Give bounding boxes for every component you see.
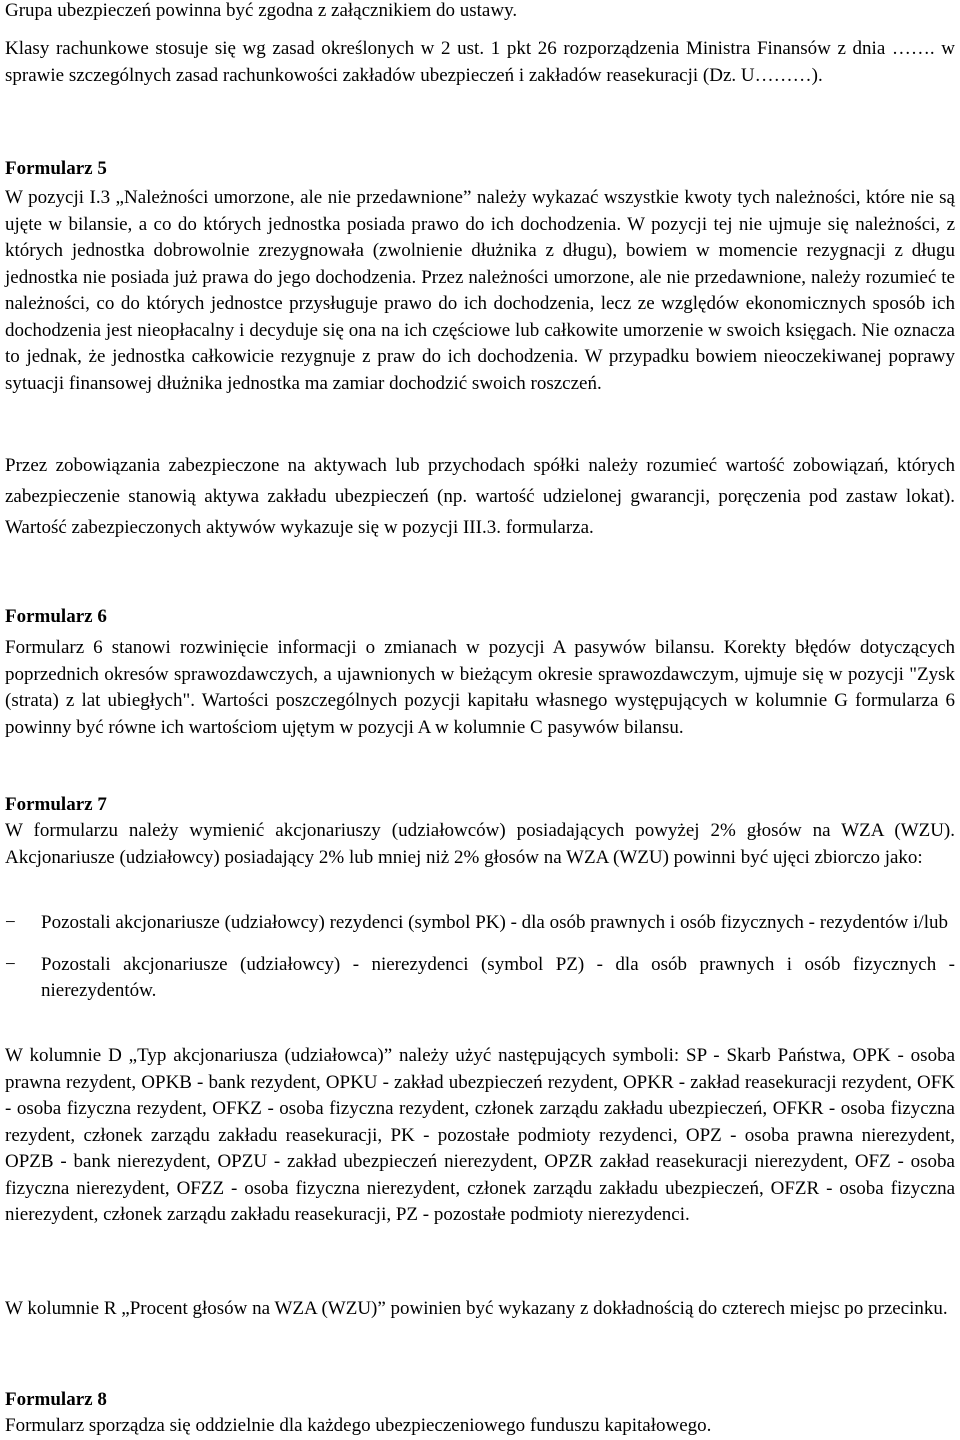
formularz-7-paragraph-2: W kolumnie D „Typ akcjonariusza (udziałowca)” należy użyć następujących symboli: SP - Skarb Państwa, OPK - osoba prawna rezydent, OPKB - bank rezydent, OPKU - zakład ubezpieczeń rezydent, OPKR - zakład reasekuracji rezydent, OFK - osoba fizyczna rezydent, OFKZ - osoba fizyczna rezydent, członek zarządu zakładu ubezpieczeń, OFKR - osoba fizyczna rezydent, członek zarządu zakładu reasekuracji, PK - pozostałe podmioty rezydenci, OPZ - osoba prawna nierezydent, OPZB - bank nierezydent, OPZU - zakład ubezpieczeń nierezydent, OPZR zakład reasekuracji nierezydent, OFZ - osoba fizyczna nierezydent, OFZZ - osoba fizyczna nierezydent, członek zarządu zakładu ubezpieczeń, OFZR - osoba fizyczna nierezydent, członek zarządu zakładu reasekuracji, PZ - pozostałe podmioty nierezydenci. xyxy=(5,1045,955,1225)
formularz-6-heading: Formularz 6 xyxy=(5,606,107,627)
formularz-8-heading: Formularz 8 xyxy=(5,1389,107,1410)
list-item xyxy=(5,910,955,937)
formularz-5-paragraph-2: Przez zobowiązania zabezpieczone na aktywach lub przychodach spółki należy rozumieć wartość zobowiązań, których zabezpieczenie stanowią aktywa zakładu ubezpieczeń (np. wartość udzielonej gwarancji, poręczenia pod zastaw lokat). Wartość zabezpieczonych aktywów wykazuje się w pozycji III.3. formularza. xyxy=(5,455,955,538)
formularz-8-paragraph: Formularz sporządza się oddzielnie dla każdego ubezpieczeniowego funduszu kapitałowego. xyxy=(5,1415,712,1436)
shareholder-group-list xyxy=(5,910,955,1005)
list-item-text: Pozostali akcjonariusze (udziałowcy) rezydenci (symbol PK) - dla osób prawnych i osób fizycznych - rezydentów i/lub xyxy=(41,912,948,933)
dash-bullet: − xyxy=(5,953,16,975)
intro-line-1: Grupa ubezpieczeń powinna być zgodna z załącznikiem do ustawy. xyxy=(5,0,518,21)
list-item-text: Pozostali akcjonariusze (udziałowcy) - nierezydenci (symbol PZ) - dla osób prawnych i osób fizycznych - nierezydentów. xyxy=(41,953,955,1001)
formularz-7-paragraph-3: W kolumnie R „Procent głosów na WZA (WZU)” powinien być wykazany z dokładnością do czterech miejsc po przecinku. xyxy=(5,1298,948,1319)
formularz-5-paragraph-1: W pozycji I.3 „Należności umorzone, ale nie przedawnione” należy wykazać wszystkie kwoty tych należności, które nie są ujęte w bilansie, a co do których jednostka posiada prawo do ich dochodzenia. W pozycji tej nie ujmuje się należności, z których jednostka dobrowolnie zrezygnowała (zwolnienie dłużnika z długu), bowiem w momencie rezygnacji z długu jednostka nie posiada już prawa do jego dochodzenia. Przez należności umorzone, ale nie przedawnione, należy rozumieć te należności, co do których jednostce przysługuje prawo do ich dochodzenia, lecz ze względów ekonomicznych sposób ich dochodzenia jest nieopłacalny i decyduje się ona na ich częściowe lub całkowite umorzenie w swoich księgach. Nie oznacza to jednak, że jednostka całkowicie rezygnuje z praw do ich dochodzenia. W przypadku bowiem nieoczekiwanej poprawy sytuacji finansowej dłużnika jednostka ma zamiar dochodzić swoich roszczeń. xyxy=(5,187,955,394)
list-item xyxy=(5,952,955,1005)
formularz-7-paragraph-1: W formularzu należy wymienić akcjonariuszy (udziałowców) posiadających powyżej 2% głosów na WZA (WZU). Akcjonariusze (udziałowcy) posiadający 2% lub mniej niż 2% głosów na WZA (WZU) powinni być ujęci zbiorczo jako: xyxy=(5,820,955,868)
intro-paragraph: Klasy rachunkowe stosuje się wg zasad określonych w 2 ust. 1 pkt 26 rozporządzenia Ministra Finansów z dnia ……. w sprawie szczególnych zasad rachunkowości zakładów ubezpieczeń i zakładów reasekuracji (Dz. U………). xyxy=(5,38,955,86)
dash-bullet: − xyxy=(5,912,16,933)
formularz-7-heading: Formularz 7 xyxy=(5,794,107,815)
formularz-6-paragraph: Formularz 6 stanowi rozwinięcie informacji o zmianach w pozycji A pasywów bilansu. Korekty błędów dotyczących poprzednich okresów sprawozdawczych, a ujawnionych w bieżącym okresie sprawozdawczym, ujmuje się w pozycji "Zysk (strata) z lat ubiegłych". Wartości poszczególnych pozycji kapitału własnego występujących w kolumnie G formularza 6 powinny być równe ich wartościom ujętym w pozycji A w kolumnie C pasywów bilansu. xyxy=(5,637,955,738)
formularz-5-heading: Formularz 5 xyxy=(5,158,107,179)
